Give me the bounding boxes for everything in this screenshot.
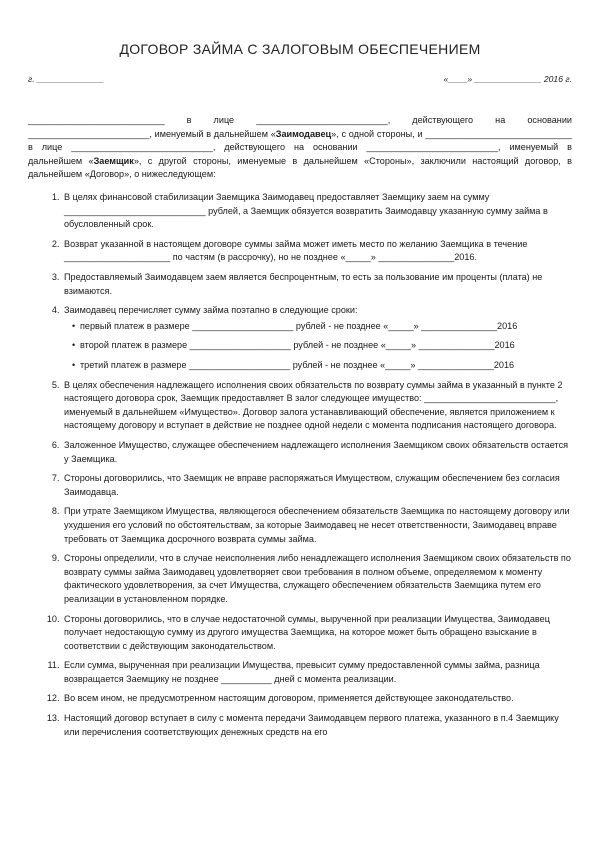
clause-text: В целях финансовой стабилизации Заемщика Заимодавец предоставляет Заемщику заем на сумму ____________________________ рублей, а Заемщик обязуется возвратить Заимодавцу указанную сумму займа в обусловленный срок.	[64, 192, 548, 230]
clause-4	[62, 304, 572, 372]
document-title: ДОГОВОР ЗАЙМА С ЗАЛОГОВЫМ ОБЕСПЕЧЕНИЕМ	[119, 41, 481, 57]
clause-5	[62, 379, 572, 433]
clause-text: Заимодавец перечисляет сумму займа поэтапно в следующие сроки:	[64, 305, 358, 316]
preamble	[28, 114, 572, 182]
payment-text: первый платеж в размере ____________________ рублей - не позднее «_____» _______________2016	[80, 320, 518, 331]
payment-item	[72, 320, 572, 334]
place-field: г. ______________	[28, 74, 104, 84]
clause-10	[62, 613, 572, 654]
payment-item	[72, 359, 572, 373]
preamble-text-3: », с другой стороны, именуемые в дальнейшем «Стороны», заключили настоящий договор, в дальнейшем «Договор», о нижеследующем:	[28, 155, 573, 180]
clause-text: При утрате Заемщиком Имущества, являющегося обеспечением обязательств Заемщика по настоящему договору или ухудшения его условий по обстоятельствам, за которые Заимодавец не несет ответственности, Заимодавец вправе требовать от Заемщика досрочного возврата суммы займа.	[64, 506, 570, 544]
lender-term: Заимодавец	[275, 128, 332, 139]
payment-item	[72, 339, 572, 353]
clause-text: Возврат указанной в настоящем договоре суммы займа может иметь место по желанию Заемщика в течение _____________________ по частям (в рассрочку), но не позднее «_____» _______________2016.	[64, 238, 528, 263]
preamble-text-2: », с одной стороны, и _____________________________ в лице ____________________________, действующего на основании __________________________, именуемый в дальнейшем «	[28, 128, 573, 166]
date-field: «____» ______________ 2016 г.	[443, 74, 572, 84]
clause-text: Стороны договорились, что Заемщик не вправе распоряжаться Имуществом, служащим обеспечением без согласия Заимодавца.	[64, 473, 560, 497]
bullet-icon: •	[72, 320, 76, 331]
bullet-icon: •	[72, 340, 76, 351]
contract-clauses	[28, 191, 572, 739]
bullet-icon: •	[72, 360, 76, 370]
borrower-term: Заемщик	[93, 155, 134, 166]
payment-schedule	[64, 320, 572, 373]
clause-text: Предоставляемый Заимодавцем заем является беспроцентным, то есть за пользование им проценты (плата) не взимаются.	[64, 272, 543, 296]
clause-text: Заложенное Имущество, служащее обеспечением надлежащего исполнения Заемщиком своих обязательств остается у Заемщика.	[64, 439, 569, 464]
clause-text: Стороны договорились, что в случае недостаточной суммы, вырученной при реализации Имущества, Заимодавец получает недостающую сумму из другого имущества Заемщика, на которое может быть обращено взыскание в соответствии с действующим законодательством.	[64, 613, 550, 651]
preamble-text-1: ___________________________ в лице __________________________, действующего на основании ________________________, именуемый в дальнейшем «	[28, 115, 572, 139]
clause-text: Если сумма, вырученная при реализации Имущества, превысит сумму предоставленной суммы займа, разница возвращается Заемщику не позднее __________ дней с момента реализации.	[64, 660, 540, 684]
clause-7	[62, 472, 572, 499]
clause-11	[62, 659, 572, 686]
place-date-line	[28, 74, 572, 84]
clause-9	[62, 552, 572, 606]
clause-6	[62, 439, 572, 466]
clause-8	[62, 505, 572, 546]
payment-text: второй платеж в размере ____________________ рублей - не позднее «_____» _______________2016	[80, 340, 515, 351]
clause-13	[62, 712, 572, 739]
clause-2	[62, 238, 572, 265]
clause-12	[62, 692, 572, 706]
clause-text: Во всем ином, не предусмотренном настоящим договором, применяется действующее законодательство.	[64, 693, 514, 704]
clause-text: В целях обеспечения надлежащего исполнения своих обязательств по возврату суммы займа в указанный в пункте 2 настоящего договора срок, Заемщик предоставляет В залог следующее имущество: __________________________, именуемый в дальнейшем «Имущество». Договор залога устанавливающий обеспечение, является приложением к настоящему договору и вступает в действие не позднее одной недели с момента подписания настоящего договора.	[64, 379, 563, 431]
clause-1	[62, 191, 572, 232]
clause-3	[62, 271, 572, 298]
payment-text: третий платеж в размере ____________________ рублей - не позднее «_____» _______________2016	[80, 360, 515, 370]
clause-text: Стороны определили, что в случае неисполнения либо ненадлежащего исполнения Заемщиком своих обязательств по возврату суммы займа Заимодавец удовлетворяет свои требования в полном объеме, определяемом к моменту фактического удовлетворения, за счет Имущества, служащего обеспечением обязательств Заемщика путем его реализации в установленном порядке.	[64, 553, 571, 604]
clause-text: Настоящий договор вступает в силу с момента передачи Заимодавцем первого платежа, указанного в п.4 Заемщику или перечисления соответствующих денежных средств на его	[64, 713, 559, 737]
